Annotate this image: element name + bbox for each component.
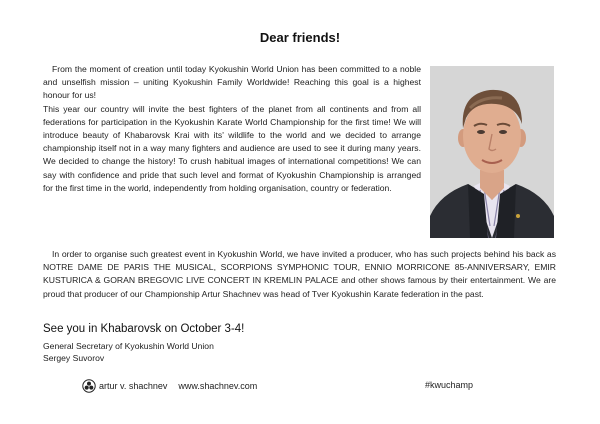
shachnev-logo-icon [82,379,96,393]
website-link[interactable]: www.shachnev.com [178,381,258,391]
portrait-illustration [430,66,554,238]
intro-paragraph-part1: From the moment of creation until today Kyokushin World Union has been committed to a noble and unselfish mission – uniting Kyokushin Family Worldwide! Reaching this goal is a highest honour for us! [43,64,421,101]
intro-paragraph [43,63,421,195]
logo-text: artur v. shachnev [99,381,168,391]
signature-name: Sergey Suvorov [43,353,105,363]
producer-paragraph: In order to organise such greatest event in Kyokushin World, we have invited a producer, who has such projects behind his back as NOTRE DAME DE PARIS THE MUSICAL, SCORPIONS SYMPHONIC TOUR, ENNIO MORRICONE 85-ANNIVERSARY, EMIR KUSTURICA & GORAN BREGOVIC LIVE CONCERT IN KREMLIN PALACE and other shows famous by their entertainment. We are proud that producer of our Championship Artur Shachnev was head of Tver Kyokushin Karate federation in the past. [43,249,556,299]
portrait-photo [430,66,554,238]
footer-brand [82,379,257,393]
intro-paragraph-part2: This year our country will invite the best fighters of the planet from all continents and from all federations for participation in the Kyokushin Karate World Championship for the first time! We will introduce beauty of Khabarovsk Krai with its' wildlife to the world and we decided to arrange championship itself not in a way many fighters and audience are used to see it during many years. We decided to change the history! To crush habitual images of international competitions! We can say with confidence and pride that such level and format of Kyokushin Championship is arranged for the first time in the world, independently from holding organisation, country or federation. [43,103,421,193]
hashtag: #kwuchamp [425,380,474,390]
closing-line: See you in Khabarovsk on October 3-4! [43,323,245,335]
letter-title: Dear friends! [259,30,341,45]
signature-role: General Secretary of Kyokushin World Union [43,341,214,351]
